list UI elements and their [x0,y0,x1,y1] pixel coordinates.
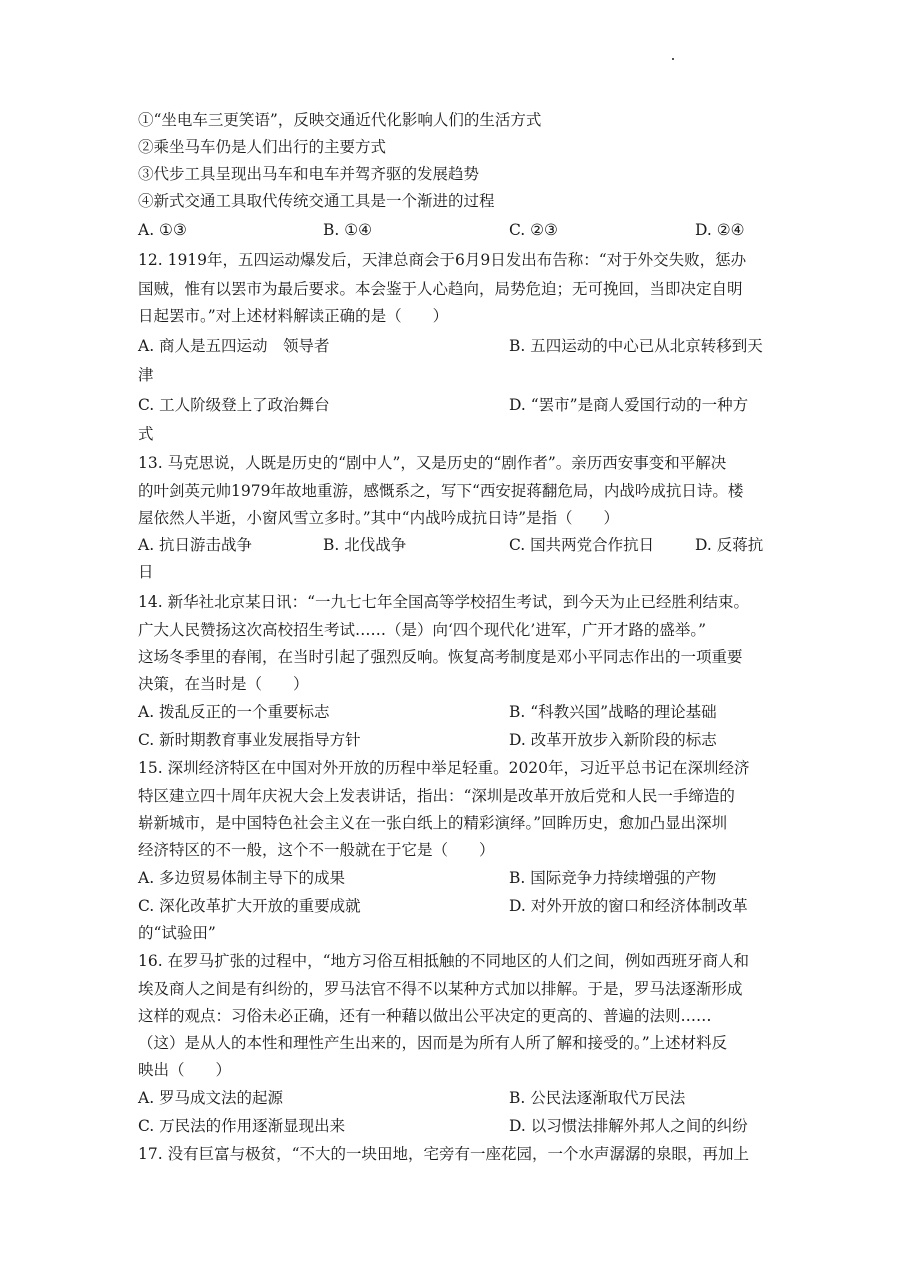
q15-stem-line-3: 崭新城市，是中国特色社会主义在一张白纸上的精彩演绎。”回眸历史，愈加凸显出深圳 [138,814,728,832]
q11-item-2: ②乘坐马车仍是人们出行的主要方式 [138,138,387,156]
q13-stem-line-3: 屋依然人半逝，小窗风雪立多时。”其中“内战吟成抗日诗”是指（ ） [138,509,620,527]
q12-stem-line-1: 12. 1919年，五四运动爆发后，天津总商会于6月9日发出布告称：“对于外交失败，惩办 [138,251,747,269]
q16-stem-line-1: 16. 在罗马扩张的过程中，“地方习俗互相抵触的不同地区的人们之间，例如西班牙商人和 [138,952,750,970]
q15-option-a: A. 多边贸易体制主导下的成果 [138,869,346,887]
q12-option-b: B. 五四运动的中心已从北京转移到天 [509,337,763,355]
q14-stem-line-4: 决策，在当时是（ ） [138,675,309,693]
q11-item-4: ④新式交通工具取代传统交通工具是一个渐进的过程 [138,192,495,210]
q13-stem-line-2: 的叶剑英元帅1979年故地重游，感慨系之，写下“西安捉蒋翻危局，内战吟成抗日诗。楼 [138,482,744,500]
q15-stem-line-2: 特区建立四十周年庆祝大会上发表讲话，指出：“深圳是改革开放后党和人民一手缔造的 [138,787,735,805]
q12-option-a: A. 商人是五四运动 领导者 [138,337,330,355]
page-mark [672,58,674,60]
q15-stem-line-4: 经济特区的不一般，这个不一般就在于它是（ ） [138,841,495,859]
q13-option-c: C. 国共两党合作抗日 [509,536,655,554]
q16-option-c: C. 万民法的作用逐渐显现出来 [138,1117,346,1135]
q11-option-a: A. ①③ [138,221,187,239]
q14-stem-line-3: 这场冬季里的春闱，在当时引起了强烈反响。恢复高考制度是邓小平同志作出的一项重要 [138,648,743,666]
q14-option-c: C. 新时期教育事业发展指导方针 [138,731,361,749]
q11-item-3: ③代步工具呈现出马车和电车并驾齐驱的发展趋势 [138,165,480,183]
q15-option-c: C. 深化改革扩大开放的重要成就 [138,897,361,915]
q13-option-b: B. 北伐战争 [323,536,407,554]
q14-option-d: D. 改革开放步入新阶段的标志 [509,731,717,749]
q15-option-d-cont: 的“试验田” [138,924,216,942]
q14-stem-line-1: 14. 新华社北京某日讯：“一九七七年全国高等学校招生考试，到今天为止已经胜利结束。 [138,593,750,611]
q14-option-b: B. “科教兴国”战略的理论基础 [509,703,717,721]
q13-option-d: D. 反蒋抗 [695,536,764,554]
q11-option-d: D. ②④ [695,221,745,239]
q12-option-c: C. 工人阶级登上了政治舞台 [138,396,330,414]
q16-option-a: A. 罗马成文法的起源 [138,1089,284,1107]
q13-stem-line-1: 13. 马克思说，人既是历史的“剧中人”，又是历史的“剧作者”。亲历西安事变和平解决 [138,454,727,472]
q14-stem-line-2: 广大人民赞扬这次高校招生考试……（是）向‘四个现代化’进军，广开才路的盛举。” [138,621,707,639]
q11-option-b: B. ①④ [323,221,373,239]
q13-option-d-cont: 日 [138,563,154,581]
q13-option-a: A. 抗日游击战争 [138,536,253,554]
q12-stem-line-3: 日起罢市。”对上述材料解读正确的是（ ） [138,307,449,325]
q16-stem-line-5: 映出（ ） [138,1061,232,1079]
q11-option-c: C. ②③ [509,221,558,239]
q14-option-a: A. 拨乱反正的一个重要标志 [138,703,330,721]
q16-stem-line-3: 这样的观点：习俗未必正确，还有一种藉以做出公平决定的更高的、普遍的法则…… [138,1007,712,1025]
q12-option-d: D. “罢市”是商人爱国行动的一种方 [509,396,749,414]
q12-stem-line-2: 国贼，惟有以罢市为最后要求。本会鉴于人心趋向，局势危迫；无可挽回，当即决定自明 [138,280,743,298]
q16-stem-line-4: （这）是从人的本性和理性产生出来的，因而是为所有人所了解和接受的。”上述材料反 [138,1034,728,1052]
q12-option-b-cont: 津 [138,366,154,384]
q15-option-d: D. 对外开放的窗口和经济体制改革 [509,897,748,915]
q17-stem-line-1: 17. 没有巨富与极贫，“不大的一块田地，宅旁有一座花园，一个水声潺潺的泉眼，再加上 [138,1145,750,1163]
q16-stem-line-2: 埃及商人之间是有纠纷的，罗马法官不得不以某种方式加以排解。于是，罗马法逐渐形成 [138,980,743,998]
q16-option-d: D. 以习惯法排解外邦人之间的纠纷 [509,1117,748,1135]
q15-option-b: B. 国际竞争力持续增强的产物 [509,869,717,887]
q15-stem-line-1: 15. 深圳经济特区在中国对外开放的历程中举足轻重。2020年，习近平总书记在深圳经济 [138,759,750,777]
q16-option-b: B. 公民法逐渐取代万民法 [509,1089,686,1107]
q11-item-1: ①“坐电车三更笑语”，反映交通近代化影响人们的生活方式 [138,111,542,129]
q12-option-d-cont: 式 [138,425,154,443]
